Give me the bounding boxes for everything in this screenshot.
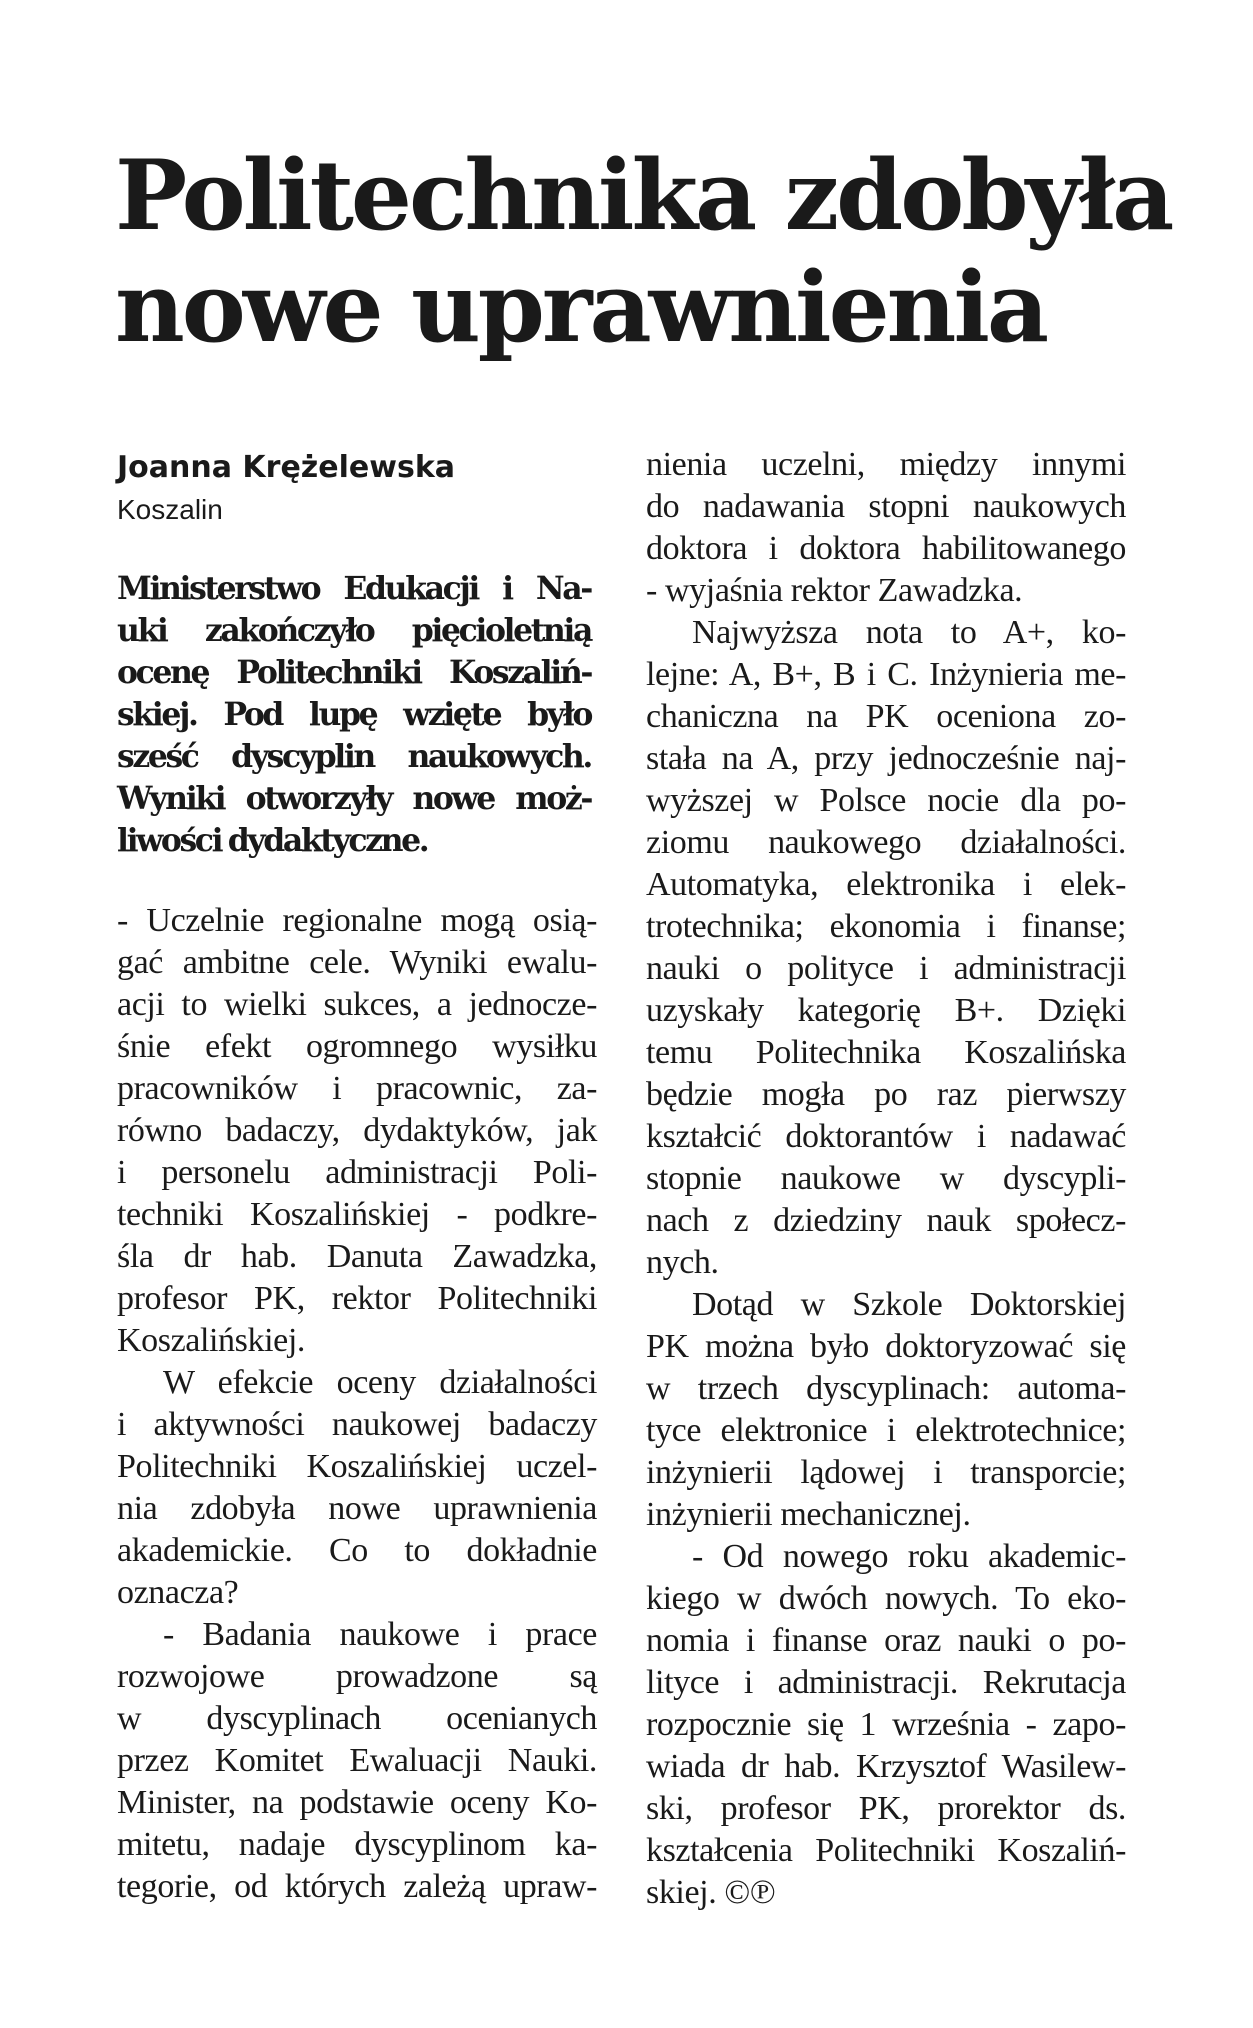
text-line: do nadawania stopni naukowych (646, 488, 1126, 525)
text-line: nienia uczelni, między innymi (646, 446, 1126, 483)
text-line: i aktywności naukowej badaczy (117, 1406, 597, 1443)
text-line: kiego w dwóch nowych. To eko- (646, 1580, 1126, 1617)
text-line: nauki o polityce i administracji (646, 950, 1126, 987)
author-name: Joanna Krężelewska (117, 450, 456, 485)
text-line: pracowników i pracownic, za- (117, 1070, 597, 1107)
text-line: równo badaczy, dydaktyków, jak (117, 1112, 597, 1149)
headline-line: Politechnika zdobyła (115, 139, 1172, 252)
byline (117, 446, 597, 530)
text-line: - Uczelnie regionalne mogą osią- (117, 902, 597, 939)
headline-line: nowe uprawnienia (115, 251, 1047, 364)
text-line: kształcenia Politechniki Koszaliń- (646, 1832, 1126, 1869)
text-line: uki zakończyło pięcioletnią (117, 612, 591, 649)
text-line: rozwojowe prowadzone są (117, 1658, 597, 1695)
text-line: uzyskały kategorię B+. Dzięki (646, 992, 1126, 1029)
text-line: inżynierii lądowej i transporcie; (646, 1454, 1126, 1491)
text-line: kształcić doktorantów i nadawać (646, 1118, 1126, 1155)
text-line: ski, profesor PK, prorektor ds. (646, 1790, 1126, 1827)
text-line: oznacza? (117, 1574, 239, 1611)
text-line: ziomu naukowego działalności. (646, 824, 1126, 861)
text-line: nach z dziedziny nauk społecz- (646, 1202, 1126, 1239)
text-line: Ministerstwo Edukacji i Na- (117, 570, 591, 607)
text-line: temu Politechnika Koszalińska (646, 1034, 1126, 1071)
text-line: stała na A, przy jednocześnie naj- (646, 740, 1126, 777)
text-line: skiej. Pod lupę wzięte było (117, 696, 591, 733)
text-line: PK można było doktoryzować się (646, 1328, 1126, 1365)
text-line: mitetu, nadaje dyscyplinom ka- (117, 1826, 597, 1863)
text-line: - Od nowego roku akademic- (692, 1538, 1126, 1575)
article-column-left (117, 900, 597, 1908)
text-line: Najwyższa nota to A+, ko- (692, 614, 1126, 651)
text-line: - Badania naukowe i prace (163, 1616, 597, 1653)
text-line: liwości dydaktyczne. (117, 822, 428, 859)
text-line: akademickie. Co to dokładnie (117, 1532, 597, 1569)
text-line: śnie efekt ogromnego wysiłku (117, 1028, 597, 1065)
text-line: inżynierii mechanicznej. (646, 1496, 971, 1533)
text-line: sześć dyscyplin naukowych. (117, 738, 591, 775)
text-line: i personelu administracji Poli- (117, 1154, 597, 1191)
text-line: rozpocznie się 1 września - zapo- (646, 1706, 1126, 1743)
text-line: wyższej w Polsce nocie dla po- (646, 782, 1126, 819)
text-line: przez Komitet Ewaluacji Nauki. (117, 1742, 597, 1779)
text-line: Politechniki Koszalińskiej uczel- (117, 1448, 597, 1485)
text-line: Koszalińskiej. (117, 1322, 305, 1359)
text-line: będzie mogła po raz pierwszy (646, 1076, 1126, 1113)
text-line: nia zdobyła nowe uprawnienia (117, 1490, 597, 1527)
text-line: Automatyka, elektronika i elek- (646, 866, 1126, 903)
text-line: wiada dr hab. Krzysztof Wasilew- (646, 1748, 1126, 1785)
article-column-right (646, 444, 1126, 1914)
text-line: nych. (646, 1244, 719, 1281)
text-line: gać ambitne cele. Wyniki ewalu- (117, 944, 597, 981)
text-line: ocenę Politechniki Koszaliń- (117, 654, 591, 691)
text-line: chaniczna na PK oceniona zo- (646, 698, 1126, 735)
text-line: trotechnika; ekonomia i finanse; (646, 908, 1126, 945)
text-line: tyce elektronice i elektrotechnice; (646, 1412, 1126, 1449)
text-line: lejne: A, B+, B i C. Inżynieria me- (646, 656, 1126, 693)
text-line: - wyjaśnia rektor Zawadzka. (646, 572, 1023, 609)
headline (115, 139, 1172, 364)
text-line: profesor PK, rektor Politechniki (117, 1280, 597, 1317)
text-line: w dyscyplinach ocenianych (117, 1700, 597, 1737)
text-line: W efekcie oceny działalności (163, 1364, 597, 1401)
text-line: w trzech dyscyplinach: automa- (646, 1370, 1126, 1407)
text-line: Wyniki otworzyły nowe moż- (117, 780, 591, 817)
lead-paragraph (117, 568, 591, 862)
text-line: doktora i doktora habilitowanego (646, 530, 1126, 567)
text-line: stopnie naukowe w dyscypli- (646, 1160, 1126, 1197)
text-line: lityce i administracji. Rekrutacja (646, 1664, 1126, 1701)
text-line: techniki Koszalińskiej - podkre- (117, 1196, 597, 1233)
text-line: Dotąd w Szkole Doktorskiej (692, 1286, 1126, 1323)
text-line: acji to wielki sukces, a jednocze- (117, 986, 597, 1023)
text-line: Minister, na podstawie oceny Ko- (117, 1784, 597, 1821)
text-line: tegorie, od których zależą upraw- (117, 1868, 597, 1905)
text-line: nomia i finanse oraz nauki o po- (646, 1622, 1126, 1659)
text-line: śla dr hab. Danuta Zawadzka, (117, 1238, 597, 1275)
location: Koszalin (117, 494, 223, 525)
text-line: skiej. ©℗ (646, 1874, 776, 1911)
